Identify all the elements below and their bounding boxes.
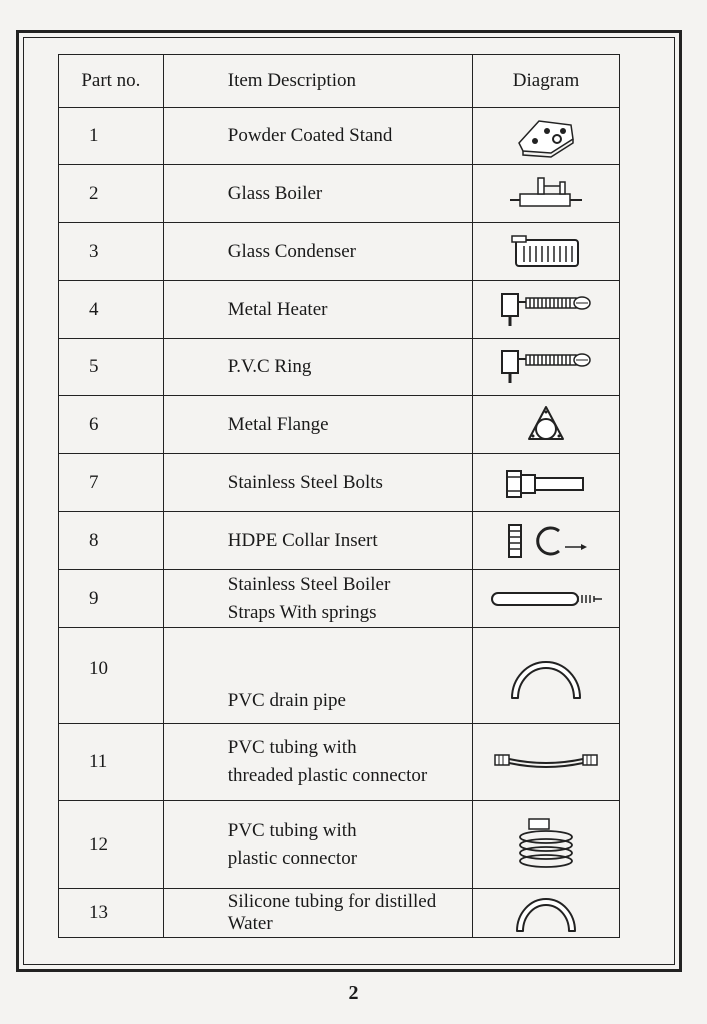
diagram-cell bbox=[473, 512, 620, 570]
diagram-cell bbox=[473, 628, 620, 724]
item-description-line-1: PVC tubing with bbox=[227, 737, 357, 758]
table-row bbox=[59, 165, 620, 223]
item-description-line-2: plastic connector bbox=[227, 847, 358, 869]
part-number: 6 bbox=[59, 396, 164, 454]
part-number: 3 bbox=[59, 223, 164, 281]
metal-flange-icon bbox=[521, 403, 571, 447]
item-description: Stainless Steel Bolts bbox=[163, 454, 472, 512]
item-description-line-1: Stainless Steel Boiler bbox=[227, 573, 391, 595]
header-item-description: Item Description bbox=[163, 55, 472, 108]
diagram-cell bbox=[473, 223, 620, 281]
item-description: P.V.C Ring bbox=[163, 339, 472, 396]
bolt-icon bbox=[501, 463, 591, 503]
glass-condenser-icon bbox=[508, 232, 584, 272]
item-description-line-1: PVC tubing with bbox=[227, 819, 357, 841]
part-number: 8 bbox=[59, 512, 164, 570]
item-description-line-2: threaded plastic connector bbox=[227, 765, 428, 786]
diagram-cell bbox=[473, 396, 620, 454]
table-row bbox=[59, 724, 620, 801]
table-header-row bbox=[59, 55, 620, 108]
diagram-cell bbox=[473, 165, 620, 223]
table-row bbox=[59, 223, 620, 281]
drain-pipe-arc-icon bbox=[506, 648, 586, 704]
part-number: 4 bbox=[59, 281, 164, 339]
pvc-ring-heater-icon bbox=[496, 345, 596, 389]
item-description-line-1: Silicone tubing for distilled bbox=[227, 891, 437, 912]
diagram-cell bbox=[473, 454, 620, 512]
page-number: 2 bbox=[348, 982, 359, 1004]
item-description: Glass Condenser bbox=[163, 223, 472, 281]
table-row bbox=[59, 628, 620, 724]
diagram-cell bbox=[473, 570, 620, 628]
table-row bbox=[59, 396, 620, 454]
strap-with-spring-icon bbox=[486, 584, 606, 614]
collar-insert-icon bbox=[501, 519, 591, 563]
table-row bbox=[59, 454, 620, 512]
table-row bbox=[59, 108, 620, 165]
parts-table bbox=[58, 54, 620, 938]
diagram-cell bbox=[473, 339, 620, 396]
item-description-line-2: Water bbox=[227, 913, 273, 934]
part-number: 11 bbox=[59, 724, 164, 801]
glass-boiler-icon bbox=[506, 174, 586, 214]
item-description bbox=[163, 889, 472, 938]
part-number: 7 bbox=[59, 454, 164, 512]
diagram-cell bbox=[473, 108, 620, 165]
powder-coated-stand-icon bbox=[511, 113, 581, 159]
part-number: 13 bbox=[59, 889, 164, 938]
diagram-cell bbox=[473, 889, 620, 938]
header-diagram: Diagram bbox=[473, 55, 620, 108]
part-number: 12 bbox=[59, 801, 164, 889]
item-description: Glass Boiler bbox=[163, 165, 472, 223]
part-number: 2 bbox=[59, 165, 164, 223]
part-number: 10 bbox=[59, 628, 164, 724]
table-row bbox=[59, 281, 620, 339]
tubing-with-connector-icon bbox=[491, 747, 601, 777]
coiled-tubing-icon bbox=[511, 815, 581, 875]
silicone-tubing-arc-icon bbox=[511, 891, 581, 935]
table-row bbox=[59, 339, 620, 396]
table-row bbox=[59, 570, 620, 628]
table-row bbox=[59, 801, 620, 889]
header-part-no: Part no. bbox=[59, 55, 164, 108]
metal-heater-icon bbox=[496, 288, 596, 332]
part-number: 9 bbox=[59, 570, 164, 628]
item-description: HDPE Collar Insert bbox=[163, 512, 472, 570]
diagram-cell bbox=[473, 281, 620, 339]
item-description bbox=[163, 724, 472, 801]
item-description: PVC drain pipe bbox=[163, 628, 472, 724]
table-row bbox=[59, 889, 620, 938]
part-number: 1 bbox=[59, 108, 164, 165]
item-description bbox=[163, 570, 472, 628]
item-description bbox=[163, 801, 472, 889]
item-description: Metal Heater bbox=[163, 281, 472, 339]
item-description-line-2: Straps With springs bbox=[227, 601, 377, 623]
item-description: Powder Coated Stand bbox=[163, 108, 472, 165]
part-number: 5 bbox=[59, 339, 164, 396]
diagram-cell bbox=[473, 724, 620, 801]
item-description: Metal Flange bbox=[163, 396, 472, 454]
table-row bbox=[59, 512, 620, 570]
diagram-cell bbox=[473, 801, 620, 889]
